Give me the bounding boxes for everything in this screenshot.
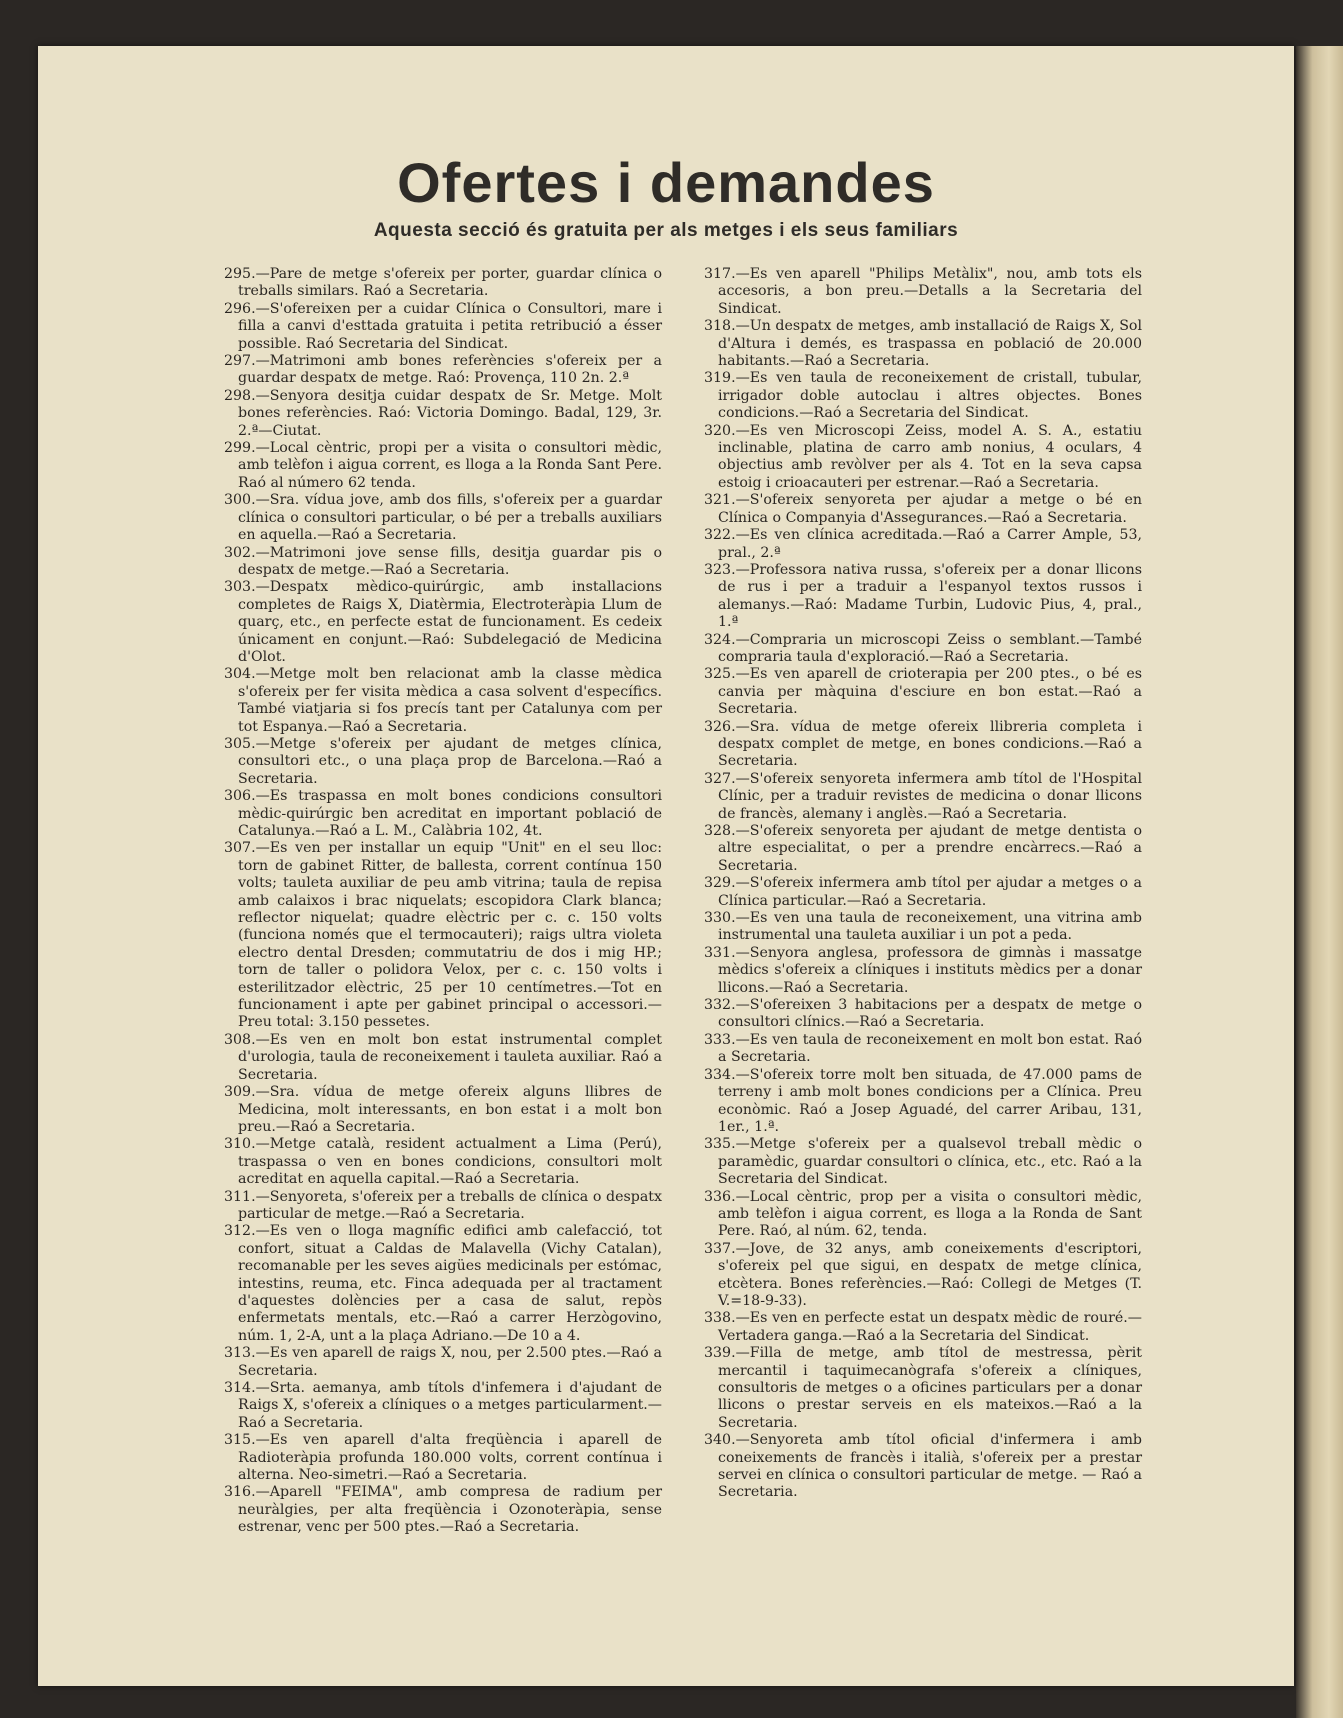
classified-ad: 297.—Matrimoni amb bones referències s'ofereix per a guardar despatx de metge. Raó: Provença, 110 2n. 2.ª — [224, 353, 662, 387]
classified-ad: 295.—Pare de metge s'ofereix per porter, guardar clínica o treballs similars. Raó a Secretaria. — [224, 266, 662, 300]
journal-page — [38, 46, 1294, 1686]
classified-ad: 324.—Compraria un microscopi Zeiss o semblant.—També compraria taula d'exploració.—Raó a Secretaria. — [704, 631, 1142, 665]
classified-ad: 317.—Es ven aparell "Philips Metàlix", nou, amb tots els accesoris, a bon preu.—Detalls a la Secretaria del Sindicat. — [704, 266, 1142, 317]
page-subtitle: Aquesta secció és gratuita per als metges i els seus familiars — [373, 220, 959, 241]
classified-ad: 329.—S'ofereix infermera amb títol per ajudar a metges o a Clínica particular.—Raó a Secretaria. — [704, 875, 1142, 909]
classified-ad: 334.—S'ofereix torre molt ben situada, de 47.000 pams de terreny i amb molt bones condicions per a Clínica. Preu econòmic. Raó a Josep Aguadé, del carrer Aribau, 131, 1er., 1.ª. — [704, 1066, 1142, 1135]
classified-ad: 321.—S'ofereix senyoreta per ajudar a metge o bé en Clínica o Companyia d'Assegurances.—Raó a Secretaria. — [704, 492, 1142, 526]
classified-ad: 313.—Es ven aparell de raigs X, nou, per 2.500 ptes.—Raó a Secretaria. — [224, 1345, 662, 1379]
classified-ad: 298.—Senyora desitja cuidar despatx de Sr. Metge. Molt bones referències. Raó: Victoria Domingo. Badal, 129, 3r. 2.ª—Ciutat. — [224, 387, 662, 439]
ads-column-right — [704, 266, 1142, 1502]
classified-ad: 310.—Metge català, resident actualment a Lima (Perú), traspassa o ven en bones condicions, consultori molt acreditat en aquella capital.—Raó a Secretaria. — [224, 1136, 662, 1188]
classified-ad: 337.—Jove, de 32 anys, amb coneixements d'escriptori, s'ofereix pel que sigui, en despatx de metge clínica, etcètera. Bones referències.—Raó: Collegi de Metges (T. V.=18-9-33). — [704, 1240, 1142, 1309]
classified-ad: 314.—Srta. aemanya, amb títols d'infemera i d'ajudant de Raigs X, s'ofereix a clíniques o a metges particularment.—Raó a Secretaria. — [224, 1380, 662, 1431]
classified-ad: 336.—Local cèntric, prop per a visita o consultori mèdic, amb telèfon i aigua corrent, es lloga a la Ronda de Sant Pere. Raó, al núm. 62, tenda. — [704, 1188, 1142, 1240]
classified-ad: 339.—Filla de metge, amb títol de mestressa, pèrit mercantil i taquimecanògrafa s'ofereix a clíniques, consultoris de metges o a oficines particulars per a donar llicons o prestar serveis en els mateixos.—Raó a la Secretaria. — [704, 1345, 1142, 1431]
classified-ad: 326.—Sra. vídua de metge ofereix llibreria completa i despatx complet de metge, en bones condicions.—Raó a Secretaria. — [704, 718, 1142, 770]
classified-ad: 338.—Es ven en perfecte estat un despatx mèdic de rouré.—Vertadera ganga.—Raó a la Secretaria del Sindicat. — [704, 1310, 1142, 1344]
classified-ad: 323.—Professora nativa russa, s'ofereix per a donar llicons de rus i per a traduir a l'espanyol textos russos i alemanys.—Raó: Madame Turbin, Ludovic Pius, 4, pral., 1.ª — [704, 561, 1142, 631]
classified-ad: 311.—Senyoreta, s'ofereix per a treballs de clínica o despatx particular de metge.—Raó a Secretaria. — [224, 1188, 662, 1222]
classified-ad: 304.—Metge molt ben relacionat amb la classe mèdica s'ofereix per fer visita mèdica a casa solvent d'específics. També viatjaria si fos precís tant per Catalunya com per tot Espanya.—Raó a Secretaria. — [224, 666, 662, 735]
classified-ad: 319.—Es ven taula de reconeixement de cristall, tubular, irrigador doble autoclau i altres objectes. Bones condicions.—Raó a Secretaria del Sindicat. — [704, 370, 1142, 422]
classified-ad: 333.—Es ven taula de reconeixement en molt bon estat. Raó a Secretaria. — [704, 1031, 1142, 1066]
classified-ad: 320.—Es ven Microscopi Zeiss, model A. S. A., estatiu inclinable, platina de carro amb nonius, 4 oculars, 4 objectius amb revòlver per als 4. Tot en la seva capsa estoig i crioacauteri per estrenar.—Raó a Secretaria. — [704, 422, 1142, 491]
classified-ad: 325.—Es ven aparell de crioterapia per 200 ptes., o bé es canvia per màquina d'esciure en bon estat.—Raó a Secretaria. — [704, 666, 1142, 718]
classified-ad: 330.—Es ven una taula de reconeixement, una vitrina amb instrumental una tauleta auxiliar i un pot a peda. — [704, 910, 1142, 944]
classified-ad: 335.—Metge s'ofereix per a qualsevol treball mèdic o paramèdic, guardar consultori o clínica, etc., etc. Raó a la Secretaria del Sindicat. — [704, 1136, 1142, 1188]
classified-ad: 328.—S'ofereix senyoreta per ajudant de metge dentista o altre especialitat, o per a prendre encàrrecs.—Raó a Secretaria. — [704, 823, 1142, 874]
classified-ad: 307.—Es ven per installar un equip "Unit" en el seu lloc: torn de gabinet Ritter, de ballesta, corrent contínua 150 volts; tauleta auxiliar de peu amb vitrina; taula de repisa amb calaixos i brac niquelats; escopidora Clark blanca; reflector niquelat; quadre elèctric per c. c. 150 volts (funciona només que el termocauteri); raigs ultra violeta electro dental Dresden; commutatriu de dos i mig HP.; torn de taller o polidora Velox, per c. c. 150 volts i esterilitzador elèctric, 25 per 10 centímetres.—Tot en funcionament i apte per gabinet principal o accessori.—Preu total: 3.150 pessetes. — [224, 840, 662, 1031]
classified-ad: 306.—Es traspassa en molt bones condicions consultori mèdic-quirúrgic ben acreditat en important població de Catalunya.—Raó a L. M., Calàbria 102, 4t. — [224, 788, 662, 839]
page-title: Ofertes i demandes — [397, 151, 935, 214]
classified-ad: 331.—Senyora anglesa, professora de gimnàs i massatge mèdics s'ofereix a clíniques i instituts mèdics per a donar llicons.—Raó a Secretaria. — [704, 944, 1142, 996]
classified-ad: 299.—Local cèntric, propi per a visita o consultori mèdic, amb telèfon i aigua corrent, es lloga a la Ronda Sant Pere. Raó al número 62 tenda. — [224, 440, 662, 491]
classified-ad: 300.—Sra. vídua jove, amb dos fills, s'ofereix per a guardar clínica o consultori particular, o bé per a treballs auxiliars en aquella.—Raó a Secretaria. — [224, 492, 662, 544]
classified-ad: 312.—Es ven o lloga magnífic edifici amb calefacció, tot confort, situat a Caldas de Malavella (Vichy Catalan), recomanable per les seves aigües medicinals per estómac, intestins, reuma, etc. Finca adequada per al tractament d'aquestes dolències per a casa de salut, repòs enfermetats mentals, etc.—Raó a carrer Herzògovino, núm. 1, 2-A, unt a la plaça Adriano.—De 10 a 4. — [224, 1223, 662, 1344]
classified-ad: 316.—Aparell "FEIMA", amb compresa de radium per neuràlgies, per alta freqüència i Ozonoteràpia, sense estrenar, venc per 500 ptes.—Raó a Secretaria. — [224, 1484, 662, 1536]
classified-ad: 305.—Metge s'ofereix per ajudant de metges clínica, consultori etc., o una plaça prop de Barcelona.—Raó a Secretaria. — [224, 735, 662, 787]
classified-ad: 332.—S'ofereixen 3 habitacions per a despatx de metge o consultori clínics.—Raó a Secretaria. — [704, 997, 1142, 1031]
classified-ad: 327.—S'ofereix senyoreta infermera amb títol de l'Hospital Clínic, per a traduir revistes de medicina o donar llicons de francès, alemany i anglès.—Raó a Secretaria. — [704, 770, 1142, 822]
classified-ad: 318.—Un despatx de metges, amb installació de Raigs X, Sol d'Altura i demés, es traspassa en població de 20.000 habitants.—Raó a Secretaria. — [704, 318, 1142, 370]
classified-ad: 315.—Es ven aparell d'alta freqüència i aparell de Radioteràpia profunda 180.000 volts, corrent contínua i alterna. Neo-simetri.—Raó a Secretaria. — [224, 1432, 662, 1484]
classified-ad: 322.—Es ven clínica acreditada.—Raó a Carrer Ample, 53, pral., 2.ª — [704, 527, 1142, 561]
classified-ad: 303.—Despatx mèdico-quirúrgic, amb installacions completes de Raigs X, Diatèrmia, Electroteràpia Llum de quarç, etc., en perfecte estat de funcionament. Es cedeix únicament en conjunt.—Raó: Subdelegació de Medicina d'Olot. — [224, 579, 662, 665]
classified-ad: 309.—Sra. vídua de metge ofereix alguns llibres de Medicina, molt interessants, en bon estat i a molt bon preu.—Raó a Secretaria. — [224, 1084, 662, 1135]
classified-ad: 308.—Es ven en molt bon estat instrumental complet d'urologia, taula de reconeixement i tauleta auxiliar. Raó a Secretaria. — [224, 1031, 662, 1083]
classified-ad: 302.—Matrimoni jove sense fills, desitja guardar pis o despatx de metge.—Raó a Secretaria. — [224, 544, 662, 578]
adjacent-page-edge — [1296, 46, 1343, 1718]
ads-column-left — [224, 266, 662, 1537]
classified-ad: 340.—Senyoreta amb títol oficial d'infermera i amb coneixements de francès i italià, s'ofereix per a prestar servei en clínica o consultori particular de metge. — Raó a Secretaria. — [704, 1432, 1142, 1501]
classified-ad: 296.—S'ofereixen per a cuidar Clínica o Consultori, mare i filla a canvi d'esttada gratuita i petita retribució a ésser possible. Raó Secretaria del Sindicat. — [224, 300, 662, 352]
